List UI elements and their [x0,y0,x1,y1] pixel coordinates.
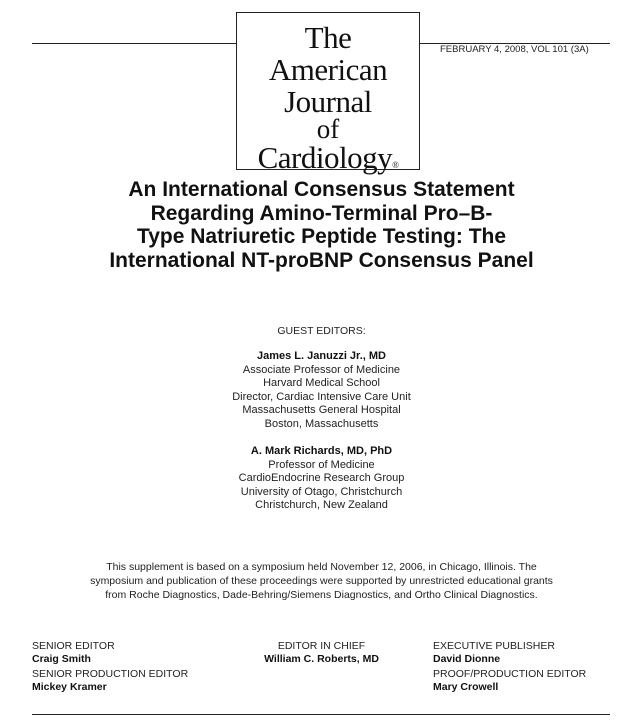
title-line: Type Natriuretic Peptide Testing: The [136,225,507,248]
staff-role: EXECUTIVE PUBLISHER [433,640,555,652]
bottom-rule [32,714,610,715]
journal-logo [237,22,419,173]
staff-role: SENIOR EDITOR [32,640,115,652]
logo-cardiology-text: Cardiology [257,140,393,175]
staff-name: Mickey Kramer [32,680,107,693]
guest-editor-richards [0,445,643,513]
title-line: Regarding Amino-Terminal Pro–B- [150,201,493,225]
supplement-note [40,560,603,602]
guest-editors-label: GUEST EDITORS: [277,325,366,337]
note-line: symposium and publication of these proceedings were supported by unrestricted educational grants [90,575,553,587]
senior-production-editor-credit [32,668,188,693]
editor-affiliation-line: Professor of Medicine [268,458,375,471]
proof-production-editor-credit [433,668,586,693]
editor-affiliation-line: University of Otago, Christchurch [240,485,403,498]
note-line: from Roche Diagnostics, Dade-Behring/Siemens Diagnostics, and Ortho Clinical Diagnostics. [105,589,538,601]
staff-name: David Dionne [433,652,501,665]
guest-editor-januzzi [0,350,643,431]
editor-affiliation-line: Harvard Medical School [263,377,380,389]
editor-affiliation-line: Director, Cardiac Intensive Care Unit [232,390,411,403]
note-line: This supplement is based on a symposium held November 12, 2006, in Chicago, Illinois. The [106,561,537,573]
issue-date-volume: FEBRUARY 4, 2008, VOL 101 (3A) [440,44,589,55]
title-line: An International Consensus Statement [128,178,515,201]
editor-affiliation-line: Associate Professor of Medicine [242,363,401,376]
staff-name: Craig Smith [32,652,91,665]
title-line: International NT-proBNP Consensus Panel [109,248,534,272]
logo-line-american: American [268,52,388,87]
editor-affiliation-line: Boston, Massachusetts [264,417,379,430]
editor-name: James L. Januzzi Jr., MD [257,350,386,362]
registered-mark: ® [392,160,399,170]
executive-publisher-credit [433,640,555,665]
journal-masthead [236,12,420,175]
staff-role: SENIOR PRODUCTION EDITOR [32,668,189,680]
editor-affiliation-line: Massachusetts General Hospital [242,404,401,416]
staff-name: Mary Crowell [433,680,499,693]
staff-role: EDITOR IN CHIEF [277,640,366,652]
editor-name: A. Mark Richards, MD, PhD [250,445,393,457]
logo-line-the: The [304,20,352,55]
staff-role: PROOF/PRODUCTION EDITOR [433,668,587,680]
logo-line-of: of [316,114,340,144]
top-rule-left [32,43,237,44]
supplement-title [30,178,613,272]
logo-line-journal: Journal [284,84,372,119]
editor-affiliation-line: CardioEndocrine Research Group [238,472,405,484]
logo-line-cardiology [237,142,419,173]
staff-name: William C. Roberts, MD [264,652,379,665]
editor-affiliation-line: Christchurch, New Zealand [255,499,388,511]
